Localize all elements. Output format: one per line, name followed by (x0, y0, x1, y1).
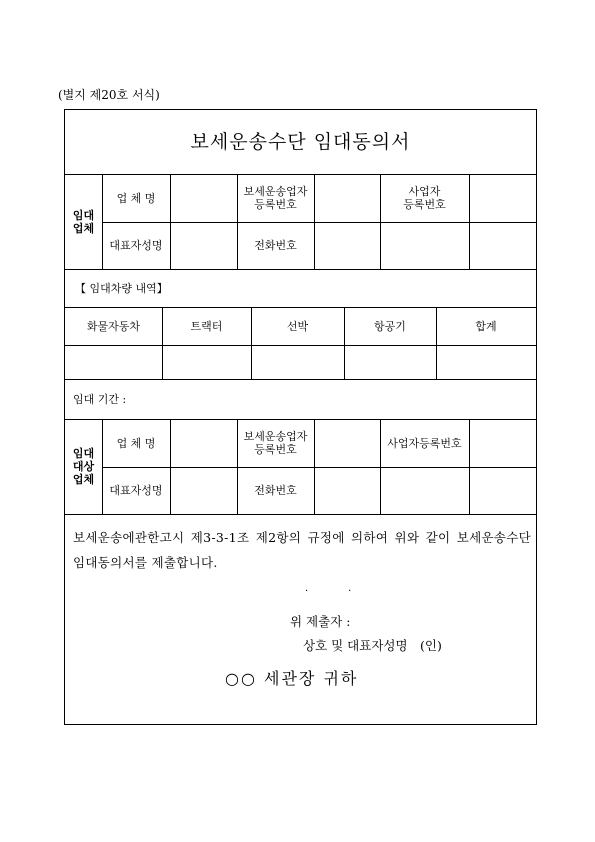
vehicle-column-aircraft: 항공기 (374, 319, 406, 333)
blank-cell[interactable] (469, 222, 536, 269)
lessor-bonded-carrier-reg-label: 보세운송업자 등록번호 (243, 185, 308, 211)
vehicle-column-ship: 선박 (286, 319, 309, 333)
vehicle-tractor-field[interactable] (162, 345, 251, 379)
lessee-representative-label: 대표자성명 (109, 484, 163, 497)
lessor-business-reg-field[interactable] (469, 174, 536, 222)
lessee-bonded-carrier-reg-label: 보세운송업자 등록번호 (243, 430, 308, 456)
lessor-representative-field[interactable] (170, 222, 237, 269)
lessor-phone-field[interactable] (314, 222, 380, 269)
lease-period-label[interactable]: 임대 기간 : (73, 392, 127, 406)
vehicle-total-field[interactable] (436, 345, 536, 379)
lessee-representative-field[interactable] (170, 467, 237, 514)
lessee-company-name-field[interactable] (170, 419, 237, 467)
vehicle-truck-field[interactable] (65, 345, 162, 379)
blank-cell[interactable] (380, 467, 469, 514)
form-title: 보세운송수단 임대동의서 (190, 130, 411, 153)
closing-addressee: ○○ 세관장 귀하 (225, 669, 359, 688)
vehicle-section-label: 【 임대차량 내역】 (75, 281, 168, 295)
blank-cell[interactable] (380, 222, 469, 269)
blank-cell[interactable] (469, 467, 536, 514)
vehicle-column-truck: 화물자동차 (86, 319, 141, 333)
lessor-company-name-label: 업 체 명 (116, 191, 156, 205)
divider (65, 514, 536, 515)
form-number-label: (별지 제20호 서식) (58, 88, 160, 102)
lessee-section-label: 임대 대상 업체 (72, 447, 95, 486)
declaration-text: 보세운송에관한고시 제3-3-1조 제2항의 규정에 의하여 위와 같이 보세운송수단 임대동의서를 제출합니다. (73, 530, 531, 570)
vehicle-column-total: 합계 (475, 319, 497, 333)
date-placeholder[interactable]: · · (305, 586, 352, 597)
lessor-company-name-field[interactable] (170, 174, 237, 222)
submitter-label: 위 제출자 : (290, 614, 351, 629)
vehicle-aircraft-field[interactable] (344, 345, 436, 379)
lessor-section-label: 임대 업체 (72, 208, 95, 235)
lessor-phone-label: 전화번호 (254, 239, 297, 252)
vehicle-ship-field[interactable] (251, 345, 344, 379)
lessee-phone-label: 전화번호 (254, 484, 297, 497)
vehicle-column-tractor: 트랙터 (190, 319, 223, 333)
lessor-representative-label: 대표자성명 (109, 239, 163, 252)
lessee-business-reg-field[interactable] (469, 419, 536, 467)
lessee-company-name-label: 업 체 명 (116, 436, 156, 450)
lessee-business-reg-label: 사업자등록번호 (387, 436, 462, 450)
signature-line[interactable]: 상호 및 대표자성명 (인) (303, 638, 442, 653)
lessee-phone-field[interactable] (314, 467, 380, 514)
lessor-business-reg-label: 사업자 등록번호 (403, 185, 446, 211)
lessor-bonded-carrier-reg-field[interactable] (314, 174, 380, 222)
lessee-bonded-carrier-reg-field[interactable] (314, 419, 380, 467)
lease-consent-form (64, 109, 537, 725)
